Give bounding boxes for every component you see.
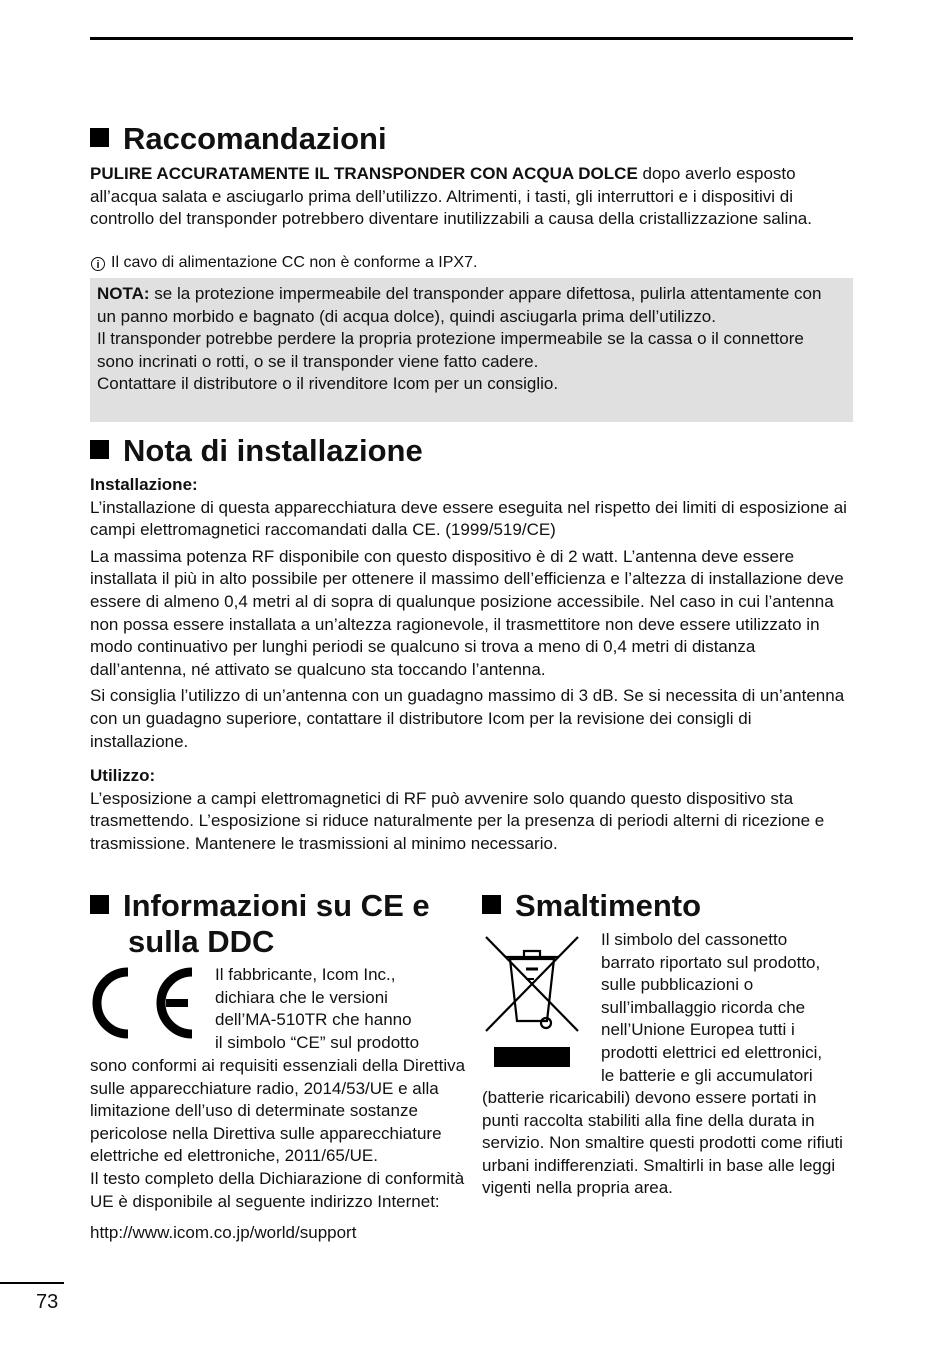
heading-text-line2: sulla DDC (128, 924, 275, 959)
lead-bold: PULIRE ACCURATAMENTE IL TRANSPONDER CON ACQUA DOLCE (90, 164, 638, 183)
heading-text: Nota di installazione (123, 433, 423, 468)
smalt-line-7: le batterie e gli accumulatori (601, 1065, 813, 1085)
paragraph-4: L’esposizione a campi elettromagnetici di RF può avvenire solo quando questo dispositivo sta trasmettendo. L’esposizione si riduce naturalmente per la presenza di periodi alterni di ricezione e trasmissione. Mantenere le trasmissioni al minimo necessario. (90, 788, 825, 853)
smaltimento-text-beside-icon (601, 929, 861, 1087)
square-bullet-icon (482, 895, 501, 914)
note-line-3: Contattare il distributore o il rivenditore Icom per un consiglio. (97, 374, 559, 394)
subheading-installazione: Installazione: (90, 475, 198, 494)
smalt-line-4: sull’imballaggio ricorda che (601, 997, 806, 1017)
ce-url: http://www.icom.co.jp/world/support (90, 1223, 357, 1243)
crossed-bin-icon (482, 933, 582, 1068)
lead-rest: dopo averlo esposto all’acqua salata e asciugarlo prima dell’utilizzo. Altrimenti, i tasti, gli interruttori e i dispositivi di controllo del transponder potrebbero diventare inutilizzabili a causa della cristallizzazione salina. (90, 164, 812, 229)
note-text: se la protezione impermeabile del transponder appare difettosa, pulirla attentamente con un panno morbido e bagnato (di acqua dolce), quindi asciugarla prima dell’utilizzo. (97, 284, 822, 326)
smalt-line-1: Il simbolo del cassonetto (601, 930, 788, 949)
note-content (97, 283, 837, 396)
section-raccomandazioni (90, 121, 853, 157)
info-line (91, 253, 854, 273)
note-box (90, 278, 853, 422)
installazione-body (90, 474, 853, 856)
info-text: Il cavo di alimentazione CC non è conforme a IPX7. (111, 254, 478, 271)
lead-paragraph (90, 163, 853, 231)
ce-body (90, 1055, 470, 1245)
ce-line-2: dichiara che le versioni (215, 987, 388, 1007)
ce-mark-icon (88, 966, 198, 1040)
smalt-line-3: sulle pubblicazioni o (601, 975, 754, 995)
heading-raccomandazioni (90, 121, 853, 157)
paragraph-3: Si consiglia l’utilizzo di un’antenna con un guadagno massimo di 3 dB. Se si necessita di un’antenna con un guadagno superiore, contattare il distributore Icom per la revisione dei consigli di installazione. (90, 686, 845, 751)
heading-ce (90, 888, 470, 960)
smalt-line-6: prodotti elettrici ed elettronici, (601, 1042, 823, 1062)
smaltimento-body (482, 1087, 854, 1200)
square-bullet-icon (90, 128, 109, 147)
heading-text: Smaltimento (515, 888, 702, 923)
top-rule (90, 37, 853, 40)
page-number-rule (0, 1282, 64, 1284)
ce-paragraph: sono conformi ai requisiti essenziali della Direttiva sulle apparecchiature radio, 2014/53/UE e alla limitazione dell’uso di determinate sostanze pericolose nella Direttiva sulle apparecchiature elettriche ed elettroniche, 2011/65/UE. (90, 1056, 466, 1166)
raccomandazioni-body (90, 163, 853, 231)
smalt-line-2: barrato riportato sul prodotto, (601, 952, 821, 972)
subheading-utilizzo: Utilizzo: (90, 766, 156, 786)
heading-text-line1: Informazioni su CE e (123, 888, 430, 923)
ce-text-beside-logo (215, 964, 475, 1054)
note-label: NOTA: (97, 284, 150, 303)
square-bullet-icon (90, 440, 109, 459)
note-line-2: Il transponder potrebbe perdere la propria protezione impermeabile se la cassa o il connettore sono incrinati o rotti, o se il transponder viene fatto cadere. (97, 329, 804, 371)
ce-line-3: dell’MA-510TR che hanno (215, 1010, 412, 1030)
smaltimento-paragraph: (batterie ricaricabili) devono essere portati in punti raccolta stabiliti alla fine della durata in servizio. Non smaltire questi prodotti come rifiuti urbani indifferenziati. Smaltirli in base alle leggi vigenti nella propria area. (482, 1088, 843, 1198)
section-smaltimento (482, 888, 854, 924)
ce-line-1: Il fabbricante, Icom Inc., (215, 965, 396, 984)
page-number: 73 (36, 1291, 59, 1313)
section-ce (90, 888, 470, 960)
paragraph-1: L’installazione di questa apparecchiatura deve essere eseguita nel rispetto dei limiti di esposizione ai campi elettromagnetici raccomandati dalla CE. (1999/519/CE) (90, 497, 847, 540)
smalt-line-5: nell’Unione Europea tutti i (601, 1020, 795, 1040)
section-installazione (90, 433, 853, 469)
heading-smaltimento (482, 888, 854, 924)
ce-paragraph-2: Il testo completo della Dichiarazione di conformità UE è disponibile al seguente indirizzo Internet: (90, 1168, 465, 1211)
paragraph-2: La massima potenza RF disponibile con questo dispositivo è di 2 watt. L’antenna deve essere installata il più in alto possibile per ottenere il massimo dell’efficienza e l’altezza di installazione deve essere di almeno 0,4 metri al di sopra di qualunque posizione accessibile. Nel caso in cui l’antenna non possa essere installata a un’altezza ragionevole, il trasmettitore non deve essere utilizzato in modo continuativo per lunghi periodi se qualcuno si trova a meno di 0,4 metri di distanza dall’antenna, né attivato se qualcuno sta toccando l’antenna. (90, 546, 844, 679)
heading-installazione (90, 433, 853, 469)
heading-text: Raccomandazioni (123, 121, 387, 156)
info-icon: i (91, 257, 105, 271)
ce-line-4: il simbolo “CE” sul prodotto (215, 1032, 420, 1052)
square-bullet-icon (90, 895, 109, 914)
